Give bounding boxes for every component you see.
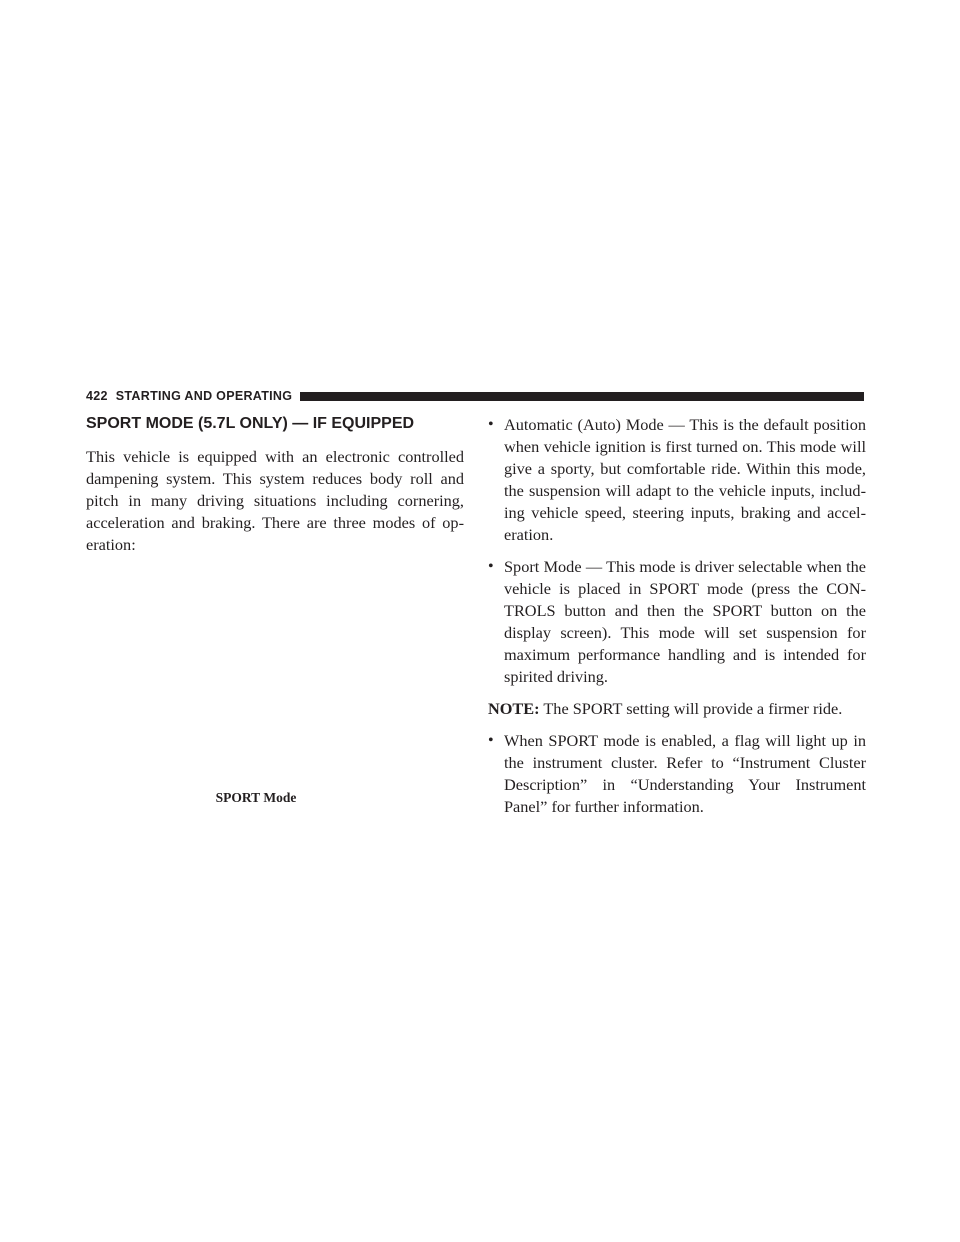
header-rule (300, 392, 864, 401)
sport-flag-list (488, 730, 866, 818)
list-item-sport-mode (488, 556, 866, 688)
figure-placeholder (86, 560, 464, 808)
intro-paragraph: This vehicle is equipped with an electronic controlled dampening system. This system reduces body roll and pitch in many driving situations including cornering, acceleration and braking. There are three modes of op-eration: (86, 447, 464, 554)
page-header (86, 390, 864, 402)
section-title: STARTING AND OPERATING (115, 389, 293, 403)
section-heading: SPORT MODE (5.7L ONLY) — IF EQUIPPED (86, 415, 415, 432)
right-column (488, 414, 866, 828)
note-text: The SPORT setting will provide a firmer ride. (539, 699, 843, 718)
bullet-icon: • (488, 732, 494, 749)
note-label: NOTE: (488, 699, 540, 718)
bullet-icon: • (488, 558, 494, 575)
mode-list (488, 414, 866, 688)
note-paragraph (488, 698, 866, 720)
list-item-text: When SPORT mode is enabled, a flag will light up in the instrument cluster. Refer to “Instrument Cluster Description” in “Understanding Your Instrument Panel” for further information. (504, 731, 866, 816)
list-item-auto-mode (488, 414, 866, 546)
figure-caption: SPORT Mode (215, 790, 297, 805)
page-number: 422 (86, 389, 108, 403)
bullet-icon: • (488, 416, 494, 433)
list-item-text: Sport Mode — This mode is driver selectable when the vehicle is placed in SPORT mode (press the CON-TROLS button and then the SPORT button on the display screen). This mode will set suspension for maximum performance handling and is intended for spirited driving. (504, 557, 866, 686)
left-column (86, 414, 464, 556)
list-item-sport-flag (488, 730, 866, 818)
list-item-text: Automatic (Auto) Mode — This is the default position when vehicle ignition is first turned on. This mode will give a sporty, but comfortable ride. Within this mode, the suspension will adapt to the vehicle inputs, includ-ing vehicle speed, steering inputs, braking and accel-eration. (504, 415, 866, 544)
